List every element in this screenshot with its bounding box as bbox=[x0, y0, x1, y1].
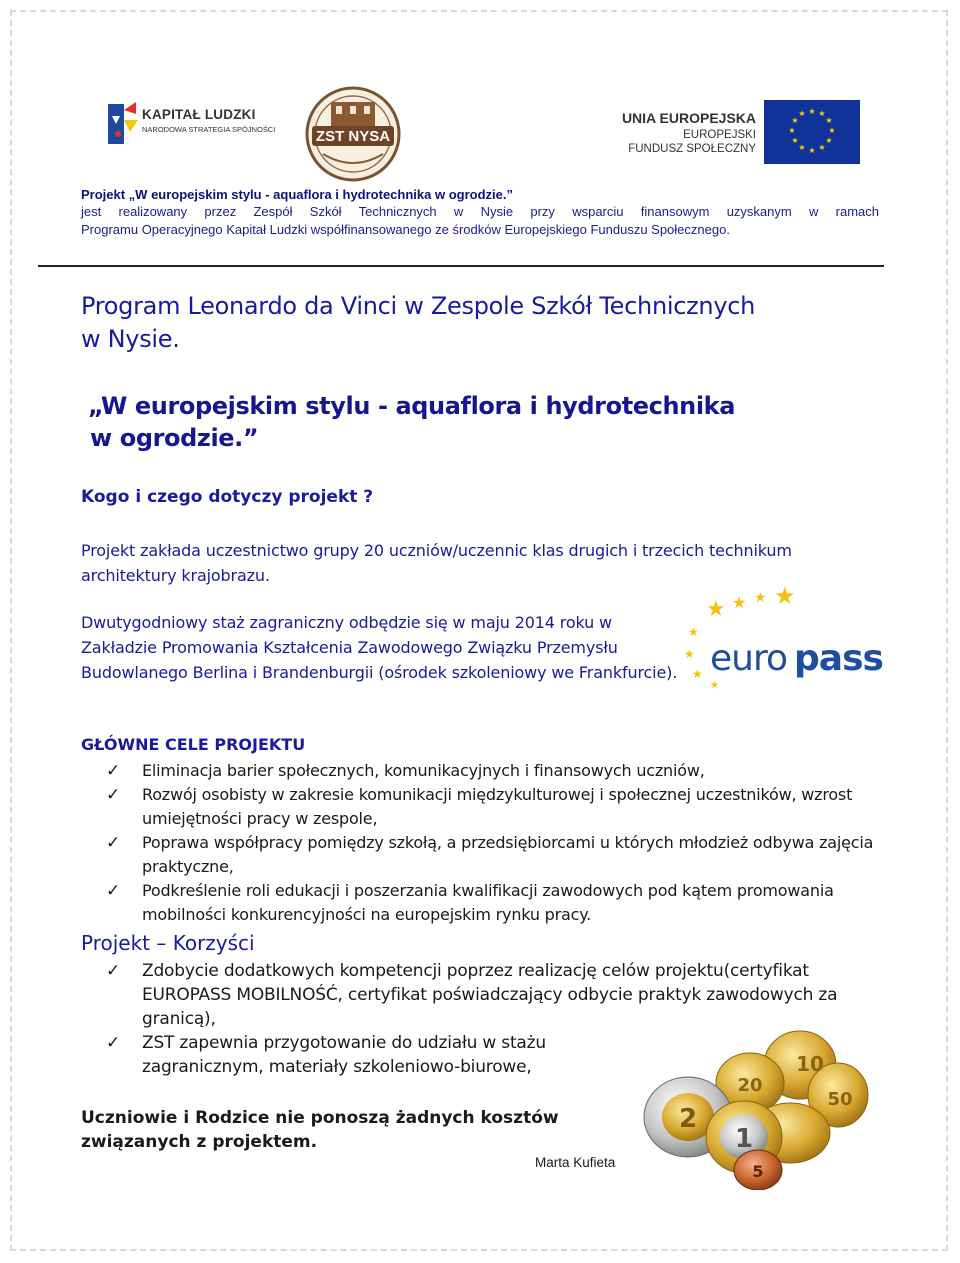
cele-list bbox=[104, 759, 884, 927]
svg-text:★: ★ bbox=[774, 582, 796, 610]
header-title: Projekt „W europejskim stylu - aquaflora i hydrotechnika w ogrodzie.” bbox=[81, 187, 513, 202]
kapital-ludzki-emblem bbox=[106, 100, 140, 150]
list-item: ✓ Zdobycie dodatkowych kompetencji poprzez realizację celów projektu(certyfikat EUROPASS MOBILNOŚĆ, certyfikat poświadczający odbycie praktyk zawodowych za granicą), bbox=[106, 961, 838, 1029]
svg-text:★: ★ bbox=[828, 126, 836, 135]
paragraph-internship: Dwutygodniowy staż zagraniczny odbędzie się w maju 2014 roku w Zakładzie Promowania Kształcenia Zawodowego Związku Przemysłu Budowlanego Berlina i Brandenburgii (ośrodek szkoleniowy we Frankfurcie). bbox=[81, 613, 678, 682]
ue-subtitle: EUROPEJSKI FUNDUSZ SPOŁECZNY bbox=[628, 129, 756, 155]
coin-2-label: 2 bbox=[678, 1104, 698, 1134]
coins-illustration bbox=[640, 1025, 870, 1190]
unia-europejska-logo bbox=[621, 96, 860, 168]
europass-pass-text: pass bbox=[794, 638, 883, 679]
list-item: ✓ Rozwój osobisty w zakresie komunikacji międzykulturowej i społecznej uczestników, wzrost umiejętności pracy w zespole, bbox=[106, 785, 853, 828]
list-item: ✓ Eliminacja barier społecznych, komunikacyjnych i finansowych uczniów, bbox=[106, 761, 705, 781]
svg-text:★: ★ bbox=[808, 107, 816, 116]
svg-text:★: ★ bbox=[788, 126, 796, 135]
cele-heading: GŁÓWNE CELE PROJEKTU bbox=[81, 735, 306, 754]
project-title: „W europejskim stylu - aquaflora i hydrotechnika w ogrodzie.” bbox=[88, 392, 736, 452]
checkmark-icon: ✓ bbox=[106, 961, 121, 981]
svg-text:★: ★ bbox=[818, 109, 826, 118]
list-item: ✓ ZST zapewnia przygotowanie do udziału w stażu zagranicznym, materiały szkoleniowo-biurowe, bbox=[106, 1033, 546, 1077]
zst-nysa-text: ZST NYSA bbox=[315, 128, 391, 145]
kapital-ludzki-name: KAPITAŁ LUDZKI bbox=[142, 107, 256, 122]
europass-logo bbox=[684, 578, 884, 688]
list-item: ✓ Poprawa współpracy pomiędzy szkołą, a przedsiębiorcami u których młodzież odbywa zajęcia praktyczne, bbox=[106, 833, 874, 876]
coin-5-label: 5 bbox=[752, 1162, 764, 1181]
coin-20-label: 20 bbox=[737, 1075, 763, 1096]
coin-10-label: 10 bbox=[796, 1052, 824, 1076]
svg-text:★: ★ bbox=[754, 590, 767, 606]
svg-text:★: ★ bbox=[710, 680, 719, 688]
coin-50-label: 50 bbox=[827, 1089, 853, 1110]
paragraph-participants: Projekt zakłada uczestnictwo grupy 20 uczniów/uczennic klas drugich i trzecich technikum architektury krajobrazu. bbox=[81, 541, 792, 585]
svg-text:★: ★ bbox=[818, 143, 826, 152]
svg-text:★: ★ bbox=[798, 143, 806, 152]
svg-text:★: ★ bbox=[798, 109, 806, 118]
checkmark-icon: ✓ bbox=[106, 1033, 121, 1053]
program-title: Program Leonardo da Vinci w Zespole Szkół Technicznych w Nysie. bbox=[81, 292, 756, 353]
checkmark-icon: ✓ bbox=[106, 833, 121, 853]
svg-text:★: ★ bbox=[684, 647, 695, 661]
coin-1-label: 1 bbox=[734, 1124, 754, 1154]
svg-text:★: ★ bbox=[808, 146, 816, 155]
svg-text:★: ★ bbox=[825, 116, 833, 125]
svg-text:★: ★ bbox=[791, 116, 799, 125]
korzysci-heading: Projekt – Korzyści bbox=[81, 931, 255, 955]
header-line-2: jest realizowany przez Zespół Szkół Technicznych w Nysie przy wsparciu finansowym uzyskanym w ramach bbox=[81, 204, 879, 219]
svg-text:★: ★ bbox=[732, 593, 747, 612]
svg-text:★: ★ bbox=[688, 625, 699, 639]
zst-nysa-emblem bbox=[298, 84, 408, 184]
ue-title: UNIA EUROPEJSKA bbox=[621, 110, 756, 126]
svg-text:★: ★ bbox=[692, 667, 703, 681]
checkmark-icon: ✓ bbox=[106, 881, 121, 901]
zst-nysa-logo bbox=[298, 84, 408, 184]
kapital-ludzki-subtitle: NARODOWA STRATEGIA SPÓJNOŚCI bbox=[142, 125, 276, 134]
author-name: Marta Kufieta bbox=[535, 1155, 616, 1170]
no-cost-statement: Uczniowie i Rodzice nie ponoszą żadnych kosztów związanych z projektem. bbox=[81, 1108, 559, 1152]
europass-euro-text: euro bbox=[710, 638, 787, 679]
list-item: ✓ Podkreślenie roli edukacji i poszerzania kwalifikacji zawodowych pod kątem promowania mobilności konkurencyjności na europejskim rynku pracy. bbox=[106, 881, 834, 924]
checkmark-icon: ✓ bbox=[106, 761, 121, 781]
europass-emblem bbox=[684, 578, 884, 688]
eu-flag-icon bbox=[764, 100, 860, 164]
header-divider bbox=[38, 265, 884, 267]
kogo-heading: Kogo i czego dotyczy projekt ? bbox=[81, 487, 374, 507]
header-line-3: Programu Operacyjnego Kapitał Ludzki współfinansowanego ze środków Europejskiego Funduszu Społecznego. bbox=[81, 222, 730, 237]
svg-text:★: ★ bbox=[825, 136, 833, 145]
svg-text:★: ★ bbox=[706, 597, 726, 622]
euro-coins-image bbox=[640, 1025, 870, 1190]
checkmark-icon: ✓ bbox=[106, 785, 121, 805]
svg-text:★: ★ bbox=[791, 136, 799, 145]
kapital-ludzki-logo bbox=[106, 100, 276, 152]
